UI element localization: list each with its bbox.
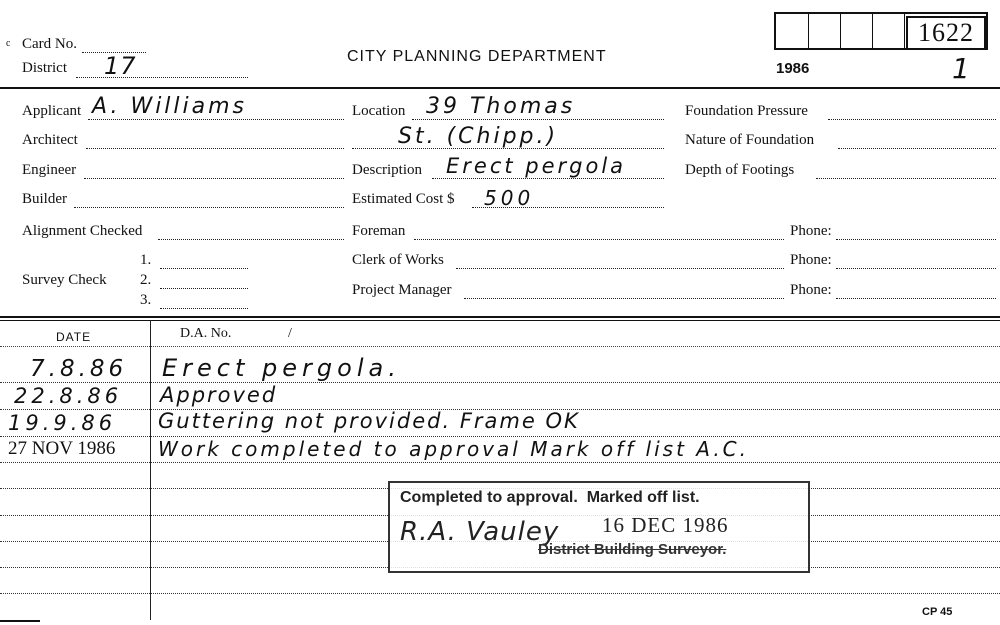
project-manager-label: Project Manager xyxy=(352,282,452,298)
cost-label: Estimated Cost $ xyxy=(352,191,455,207)
card-number-cell xyxy=(840,14,873,48)
survey-item-3: 3. xyxy=(140,292,152,308)
stamp-signature: R.A. Vauley xyxy=(400,517,560,547)
card-number-cell xyxy=(808,14,841,48)
alignment-label: Alignment Checked xyxy=(22,223,143,239)
cost-value: 500 xyxy=(484,186,535,210)
district-value: 17 xyxy=(104,52,137,80)
district-line[interactable] xyxy=(76,77,248,78)
architect-line[interactable] xyxy=(86,148,344,149)
project-manager-phone-label: Phone: xyxy=(790,282,832,298)
stamp-title: District Building Surveyor. xyxy=(538,541,727,558)
clerk-line[interactable] xyxy=(456,268,784,269)
nature-of-foundation-label: Nature of Foundation xyxy=(685,132,815,148)
card-number: 1622 xyxy=(918,18,974,47)
project-manager-line[interactable] xyxy=(464,298,784,299)
clerk-phone-label: Phone: xyxy=(790,252,832,268)
applicant-value: A. Williams xyxy=(92,94,248,119)
alignment-line[interactable] xyxy=(158,239,344,240)
card-number-box xyxy=(774,12,988,50)
foreman-label: Foreman xyxy=(352,223,406,239)
foreman-phone-label: Phone: xyxy=(790,223,832,239)
form-code: CP 45 xyxy=(922,606,953,618)
clerk-label: Clerk of Works xyxy=(352,252,444,268)
survey-item-1: 1. xyxy=(140,252,152,268)
location-value-2: St. (Chipp.) xyxy=(398,124,559,149)
log-entry-date: 22.8.86 xyxy=(14,384,123,408)
foreman-line[interactable] xyxy=(414,239,784,240)
date-header: DATE xyxy=(56,330,92,344)
card-number-field xyxy=(906,16,986,50)
header-divider xyxy=(0,87,1000,89)
depth-of-footings-line[interactable] xyxy=(816,178,996,179)
foundation-pressure-line[interactable] xyxy=(828,119,996,120)
date-column-divider xyxy=(150,320,151,620)
log-entry-date: 19.9.86 xyxy=(8,411,117,435)
builder-label: Builder xyxy=(22,191,67,207)
log-rule xyxy=(0,462,1000,463)
card-no-label: Card No. xyxy=(22,36,77,52)
nature-of-foundation-line[interactable] xyxy=(838,148,996,149)
engineer-line[interactable] xyxy=(84,178,344,179)
depth-of-footings-label: Depth of Footings xyxy=(685,162,795,178)
log-entry-text: Guttering not provided. Frame OK xyxy=(158,409,580,433)
architect-label: Architect xyxy=(22,132,78,148)
log-entry-text: Erect pergola. xyxy=(162,354,401,382)
log-rule xyxy=(0,382,1000,383)
applicant-label: Applicant xyxy=(22,103,82,119)
sheet-mark: 1 xyxy=(952,52,971,85)
stamp-heading: Completed to approval. Marked off list. xyxy=(400,489,700,506)
survey-line-2[interactable] xyxy=(160,288,248,289)
da-header: D.A. No. xyxy=(180,326,232,341)
da-slash: / xyxy=(288,326,292,341)
year-label: 1986 xyxy=(776,60,810,77)
location-label: Location xyxy=(352,103,406,119)
footer-mark xyxy=(0,620,40,622)
survey-line-1[interactable] xyxy=(160,268,248,269)
location-line-1[interactable] xyxy=(412,119,664,120)
margin-mark: c xyxy=(6,38,11,49)
card-number-cell xyxy=(872,14,905,48)
log-top-rule xyxy=(0,316,1000,318)
district-label: District xyxy=(22,60,67,76)
log-entry-date: 27 NOV 1986 xyxy=(8,438,116,459)
log-rule xyxy=(0,346,1000,347)
log-entry-text: Approved xyxy=(160,383,278,407)
foundation-pressure-label: Foundation Pressure xyxy=(685,103,808,119)
engineer-label: Engineer xyxy=(22,162,77,178)
description-value: Erect pergola xyxy=(446,154,627,178)
department-title: CITY PLANNING DEPARTMENT xyxy=(347,48,607,65)
project-manager-phone-line[interactable] xyxy=(836,298,996,299)
log-entry-date: 7.8.86 xyxy=(30,356,128,382)
log-entry-text: Work completed to approval Mark off list A.C. xyxy=(158,437,750,461)
description-line[interactable] xyxy=(432,178,664,179)
survey-item-2: 2. xyxy=(140,272,152,288)
log-rule xyxy=(0,593,1000,594)
survey-line-3[interactable] xyxy=(160,308,248,309)
clerk-phone-line[interactable] xyxy=(836,268,996,269)
approval-stamp xyxy=(388,481,810,573)
foreman-phone-line[interactable] xyxy=(836,239,996,240)
builder-line[interactable] xyxy=(74,207,344,208)
survey-label: Survey Check xyxy=(22,272,107,288)
description-label: Description xyxy=(352,162,422,178)
stamp-date: 16 DEC 1986 xyxy=(602,513,729,537)
applicant-line[interactable] xyxy=(88,119,344,120)
card-number-cell xyxy=(776,14,809,48)
location-value-1: 39 Thomas xyxy=(426,94,576,119)
